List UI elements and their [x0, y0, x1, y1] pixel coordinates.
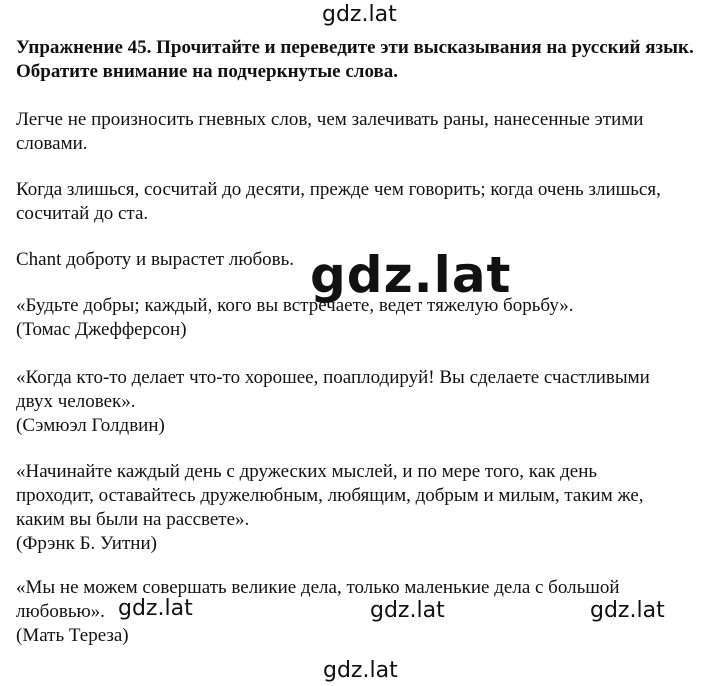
watermark-bottom-mid: gdz.lat	[370, 598, 445, 623]
quote-author: (Томас Джефферсон)	[16, 319, 187, 340]
quote-line: любовью».	[16, 601, 105, 622]
text-line: Легче не произносить гневных слов, чем залечивать раны, нанесенные этими	[16, 109, 644, 130]
text-line: словами.	[16, 133, 88, 154]
quote-line: двух человек».	[16, 391, 136, 412]
quote-line: «Когда кто-то делает что-то хорошее, поаплодируй! Вы сделаете счастливыми	[16, 367, 650, 388]
quote-author: (Фрэнк Б. Уитни)	[16, 533, 157, 554]
exercise-title: Упражнение 45. Прочитайте и переведите эти высказывания на русский язык. Обратите внимание на подчеркнутые слова.	[16, 37, 694, 82]
quote-line: проходит, оставайтесь дружелюбным, любящим, добрым и милым, таким же,	[16, 485, 644, 506]
watermark-bottom-left: gdz.lat	[118, 596, 193, 621]
watermark-center: gdz.lat	[310, 246, 512, 304]
quote-author: (Мать Тереза)	[16, 625, 129, 646]
watermark-bottom: gdz.lat	[323, 658, 398, 683]
text-line: сосчитай до ста.	[16, 203, 149, 224]
quote-author: (Сэмюэл Голдвин)	[16, 415, 165, 436]
watermark-bottom-right: gdz.lat	[590, 598, 665, 623]
text-line: Chant доброту и вырастет любовь.	[16, 249, 295, 270]
watermark-top: gdz.lat	[322, 2, 397, 27]
text-line: Когда злишься, сосчитай до десяти, прежде чем говорить; когда очень злишься,	[16, 179, 661, 200]
quote-line: каким вы были на рассвете».	[16, 509, 250, 530]
quote-line: «Мы не можем совершать великие дела, только маленькие дела с большой	[16, 577, 620, 598]
quote-line: «Начинайте каждый день с дружеских мыслей, и по мере того, как день	[16, 461, 598, 482]
quote-line: «Будьте добры; каждый, кого вы встречаете, ведет тяжелую борьбу».	[16, 295, 574, 316]
